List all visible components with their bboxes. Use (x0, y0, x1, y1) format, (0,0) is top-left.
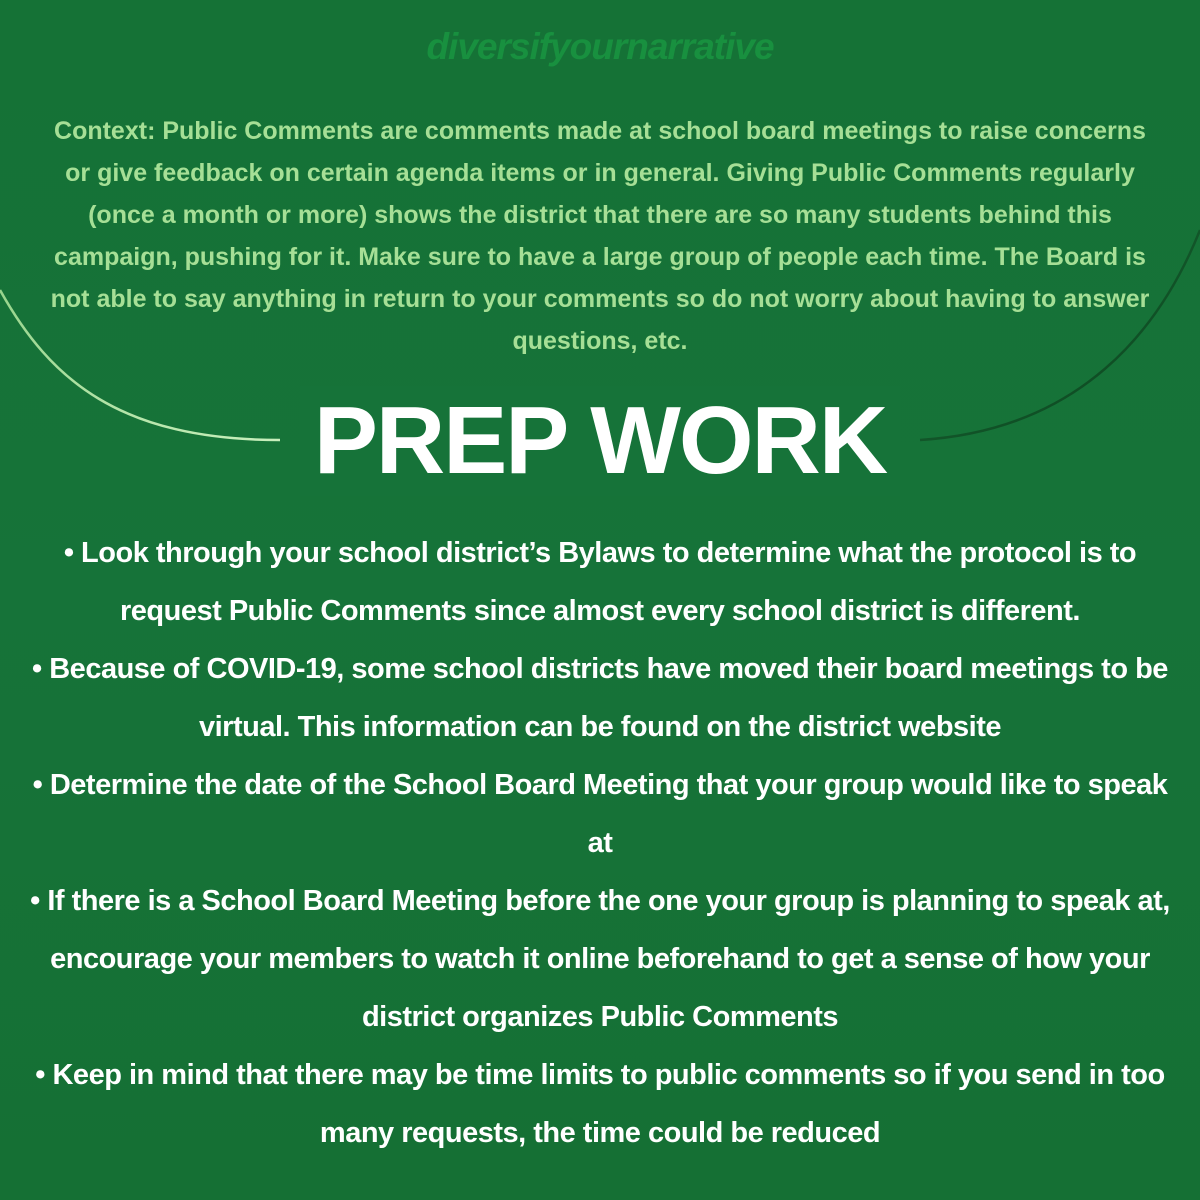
context-paragraph: Context: Public Comments are comments made at school board meetings to raise concerns or give feedback on certain agenda items or in general. Giving Public Comments regularly (once a month or more) shows the district that there are so many students behind this campaign, pushing for it. Make sure to have a large group of people each time. The Board is not able to say anything in return to your comments so do not worry about having to answer questions, etc. (50, 117, 1150, 355)
brand-wordmark: diversifyournarrative (426, 26, 774, 67)
list-item: • Keep in mind that there may be time limits to public comments so if you send in too many requests, the time could be reduced (35, 1059, 1165, 1149)
prep-work-list (20, 524, 1180, 1162)
list-item: • Because of COVID-19, some school districts have moved their board meetings to be virtual. This information can be found on the district website (32, 653, 1168, 743)
heading-wrap (0, 386, 1200, 496)
page-title: PREP WORK (300, 386, 900, 496)
list-item: • If there is a School Board Meeting before the one your group is planning to speak at, encourage your members to watch it online beforehand to get a sense of how your district organizes Public Comments (30, 885, 1170, 1033)
list-item: • Determine the date of the School Board Meeting that your group would like to speak at (32, 769, 1168, 859)
list-item: • Look through your school district’s Bylaws to determine what the protocol is to request Public Comments since almost every school district is different. (63, 537, 1137, 627)
